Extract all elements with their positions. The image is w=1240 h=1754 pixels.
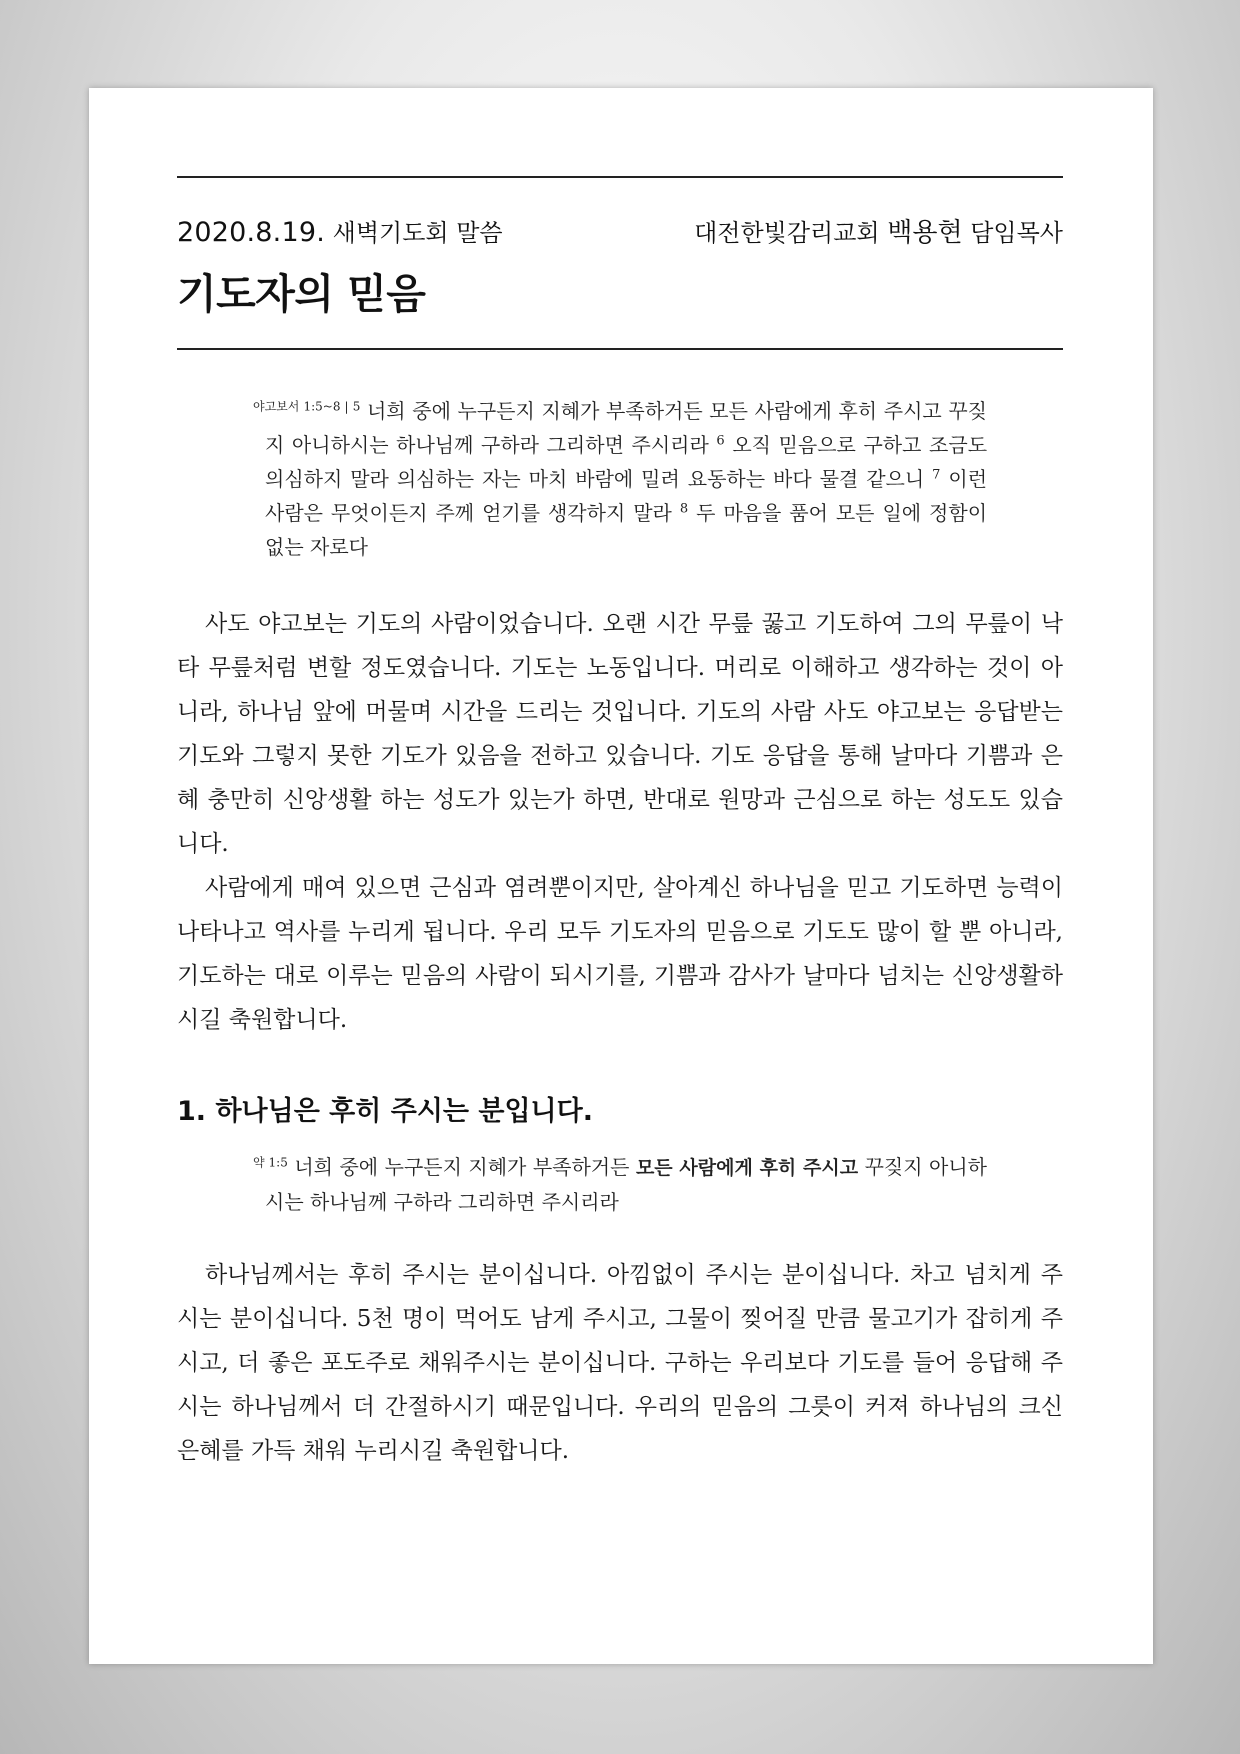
verse-number-6: 6: [716, 433, 725, 449]
verse-5: 너희 중에 누구든지 지혜가 부족하거든 모든 사람에게 후히 주시고 꾸짖지 아니하시는 하나님께 구하라 그리하면 주시리라: [265, 399, 988, 457]
sermon-title: 기도자의 믿음: [177, 270, 426, 318]
page-content: [177, 176, 1063, 1473]
scripture-passage: [177, 394, 1063, 564]
intro-body: [177, 602, 1063, 1042]
scripture-emphasis: 모든 사람에게 후히 주시고: [635, 1157, 859, 1179]
sermon-date: 2020.8.19.: [177, 217, 325, 248]
section-scripture-reference: 약 1:5: [253, 1155, 288, 1170]
pastor-name: 백용현: [887, 218, 963, 248]
bottom-rule: [177, 348, 1063, 350]
body-paragraph: 사도 야고보는 기도의 사람이었습니다. 오랜 시간 무릎 꿇고 기도하여 그의 무릎이 낙타 무릎처럼 변할 정도였습니다. 기도는 노동입니다. 머리로 이해하고 생각하는 것이 아니라, 하나님 앞에 머물며 시간을 드리는 것입니다. 기도의 사람 사도 야고보는 응답받는 기도와 그렇지 못한 기도가 있음을 전하고 있습니다. 기도 응답을 통해 날마다 기쁨과 은혜 충만히 신앙생활 하는 성도가 있는가 하면, 반대로 원망과 근심으로 하는 성도도 있습니다.: [177, 611, 1063, 857]
top-rule: [177, 176, 1063, 178]
scripture-text-before: 너희 중에 누구든지 지혜가 부족하거든: [294, 1155, 630, 1179]
date-line: [177, 218, 503, 248]
section-scripture: [177, 1150, 1063, 1219]
section-heading-1: 1. 하나님은 후히 주시는 분입니다.: [177, 1096, 593, 1127]
verse-number-7: 7: [932, 467, 941, 483]
document-page: [89, 88, 1153, 1664]
body-paragraph: 사람에게 매여 있으면 근심과 염려뿐이지만, 살아계신 하나님을 믿고 기도하면 능력이 나타나고 역사를 누리게 됩니다. 우리 모두 기도자의 믿음으로 기도도 많이 할 뿐 아니라, 기도하는 대로 이루는 믿음의 사람이 되시기를, 기쁨과 감사가 날마다 넘치는 신앙생활하시길 축원합니다.: [177, 875, 1063, 1033]
section-body: [177, 1253, 1063, 1473]
verse-number-8: 8: [679, 501, 689, 517]
author-line: [694, 218, 1063, 248]
scripture-text-after: 꾸짖지 아니하시는 하나님께 구하라 그리하면 주시리라: [265, 1155, 988, 1214]
verse-6: 오직 믿음으로 구하고 조금도 의심하지 말라 의심하는 자는 마치 바람에 밀려 요동하는 바다 물결 같으니: [265, 433, 988, 491]
pastor-title: 담임목사: [970, 219, 1063, 247]
sermon-header: [177, 218, 1063, 248]
verse-8: 두 마음을 품어 모든 일에 정함이 없는 자로다: [265, 501, 988, 559]
church-name: 대전한빛감리교회: [694, 219, 880, 247]
body-paragraph: 하나님께서는 후히 주시는 분이십니다. 아낌없이 주시는 분이십니다. 차고 넘치게 주시는 분이십니다. 5천 명이 먹어도 남게 주시고, 그물이 찢어질 만큼 물고기가 잡히게 주시고, 더 좋은 포도주로 채워주시는 분이십니다. 구하는 우리보다 기도를 들어 응답해 주시는 하나님께서 더 간절하시기 때문입니다. 우리의 믿음의 그릇이 커져 하나님의 크신 은혜를 가득 채워 누리시길 축원합니다.: [177, 1262, 1063, 1464]
verse-7: 이런 사람은 무엇이든지 주께 얻기를 생각하지 말라: [265, 467, 988, 525]
scripture-reference: 야고보서 1:5~8 | 5: [253, 399, 361, 414]
service-name: 새벽기도회 말씀: [332, 219, 503, 247]
